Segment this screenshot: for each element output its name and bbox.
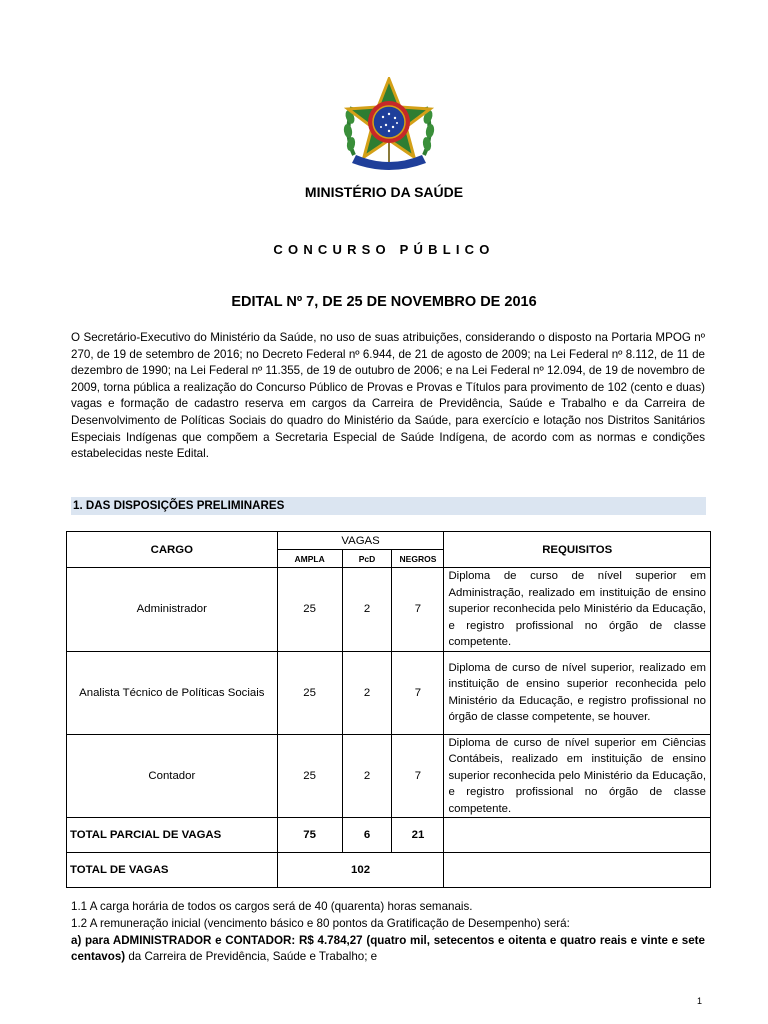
- negros-cell: 7: [392, 734, 444, 818]
- section-heading: 1. DAS DISPOSIÇÕES PRELIMINARES: [71, 497, 706, 515]
- total-empty: [444, 853, 711, 888]
- note-1-2-a-rest: da Carreira de Previdência, Saúde e Trabalho; e: [125, 950, 378, 964]
- brazil-coat-of-arms-icon: [336, 77, 442, 173]
- total-label: TOTAL DE VAGAS: [67, 853, 278, 888]
- requisitos-cell: Diploma de curso de nível superior, realizado em instituição de ensino superior reconhecida pelo Ministério da Educação, e registro profissional no órgão de classe competente, se houver.: [444, 651, 711, 734]
- ampla-cell: 25: [277, 651, 342, 734]
- partial-total-ampla: 75: [277, 818, 342, 853]
- partial-total-row: [67, 818, 711, 853]
- requisitos-cell: Diploma de curso de nível superior em Ciências Contábeis, realizado em instituição de ensino superior reconhecida pelo Ministério da Educação, e registro profissional no órgão de classe competente.: [444, 734, 711, 818]
- table-row: [67, 568, 711, 652]
- partial-total-negros: 21: [392, 818, 444, 853]
- header-pcd: PcD: [342, 550, 392, 568]
- ministry-title: MINISTÉRIO DA SAÚDE: [304, 184, 464, 200]
- vacancies-table: [66, 531, 711, 888]
- table-row: [67, 651, 711, 734]
- pcd-cell: 2: [342, 734, 392, 818]
- note-1-2: 1.2 A remuneração inicial (vencimento básico e 80 pontos da Gratificação de Desempenho) será:: [71, 916, 570, 930]
- cargo-cell: Analista Técnico de Políticas Sociais: [67, 651, 278, 734]
- note-1-2-a-bold: a) para ADMINISTRADOR e CONTADOR: R$ 4.784,27 (quatro mil, setecentos e oitenta e quatro reais e vinte e sete centavos): [71, 933, 705, 964]
- ampla-cell: 25: [277, 734, 342, 818]
- header-cargo: CARGO: [67, 532, 278, 568]
- page-number: 1: [697, 996, 703, 1006]
- partial-total-label: TOTAL PARCIAL DE VAGAS: [67, 818, 278, 853]
- requisitos-cell: Diploma de curso de nível superior em Administração, realizado em instituição de ensino superior reconhecida pelo Ministério da Educação, e registro profissional no órgão de classe competente.: [444, 568, 711, 652]
- header-vagas: VAGAS: [277, 532, 444, 550]
- intro-paragraph: O Secretário-Executivo do Ministério da Saúde, no uso de suas atribuições, considerando o disposto na Portaria MPOG nº 270, de 19 de setembro de 2016; no Decreto Federal nº 6.944, de 21 de agosto de 2009; na Lei Federal nº 8.112, de 11 de dezembro de 1990; na Lei Federal nº 11.355, de 19 de outubro de 2006; e na Lei Federal nº 12.094, de 19 de novembro de 2009, torna pública a realização do Concurso Público de Provas e Provas e Títulos para provimento de 102 (cento e duas) vagas e formação de cadastro reserva em cargos da Carreira de Previdência, Saúde e Trabalho e da Carreira de Desenvolvimento de Políticas Sociais do quadro do Ministério da Saúde, para exercício e lotação nos Distritos Sanitários Especiais Indígenas que compõem a Secretaria Especial de Saúde Indígena, de acordo com as normas e condições estabelecidas neste Edital.: [71, 331, 705, 461]
- table-header-row: [67, 532, 711, 550]
- table-row: [67, 734, 711, 818]
- cargo-cell: Administrador: [67, 568, 278, 652]
- header-ampla: AMPLA: [277, 550, 342, 568]
- pcd-cell: 2: [342, 568, 392, 652]
- negros-cell: 7: [392, 568, 444, 652]
- header-requisitos: REQUISITOS: [444, 532, 711, 568]
- total-value: 102: [277, 853, 444, 888]
- partial-total-pcd: 6: [342, 818, 392, 853]
- ampla-cell: 25: [277, 568, 342, 652]
- partial-total-empty: [444, 818, 711, 853]
- note-1-2-a: [71, 933, 705, 967]
- negros-cell: 7: [392, 651, 444, 734]
- cargo-cell: Contador: [67, 734, 278, 818]
- note-1-1: 1.1 A carga horária de todos os cargos será de 40 (quarenta) horas semanais.: [71, 900, 473, 913]
- pcd-cell: 2: [342, 651, 392, 734]
- header-negros: NEGROS: [392, 550, 444, 568]
- contest-title: CONCURSO PÚBLICO: [273, 242, 495, 257]
- edital-title: EDITAL Nº 7, DE 25 DE NOVEMBRO DE 2016: [231, 294, 537, 310]
- total-row: [67, 853, 711, 888]
- notes-section: [71, 899, 705, 966]
